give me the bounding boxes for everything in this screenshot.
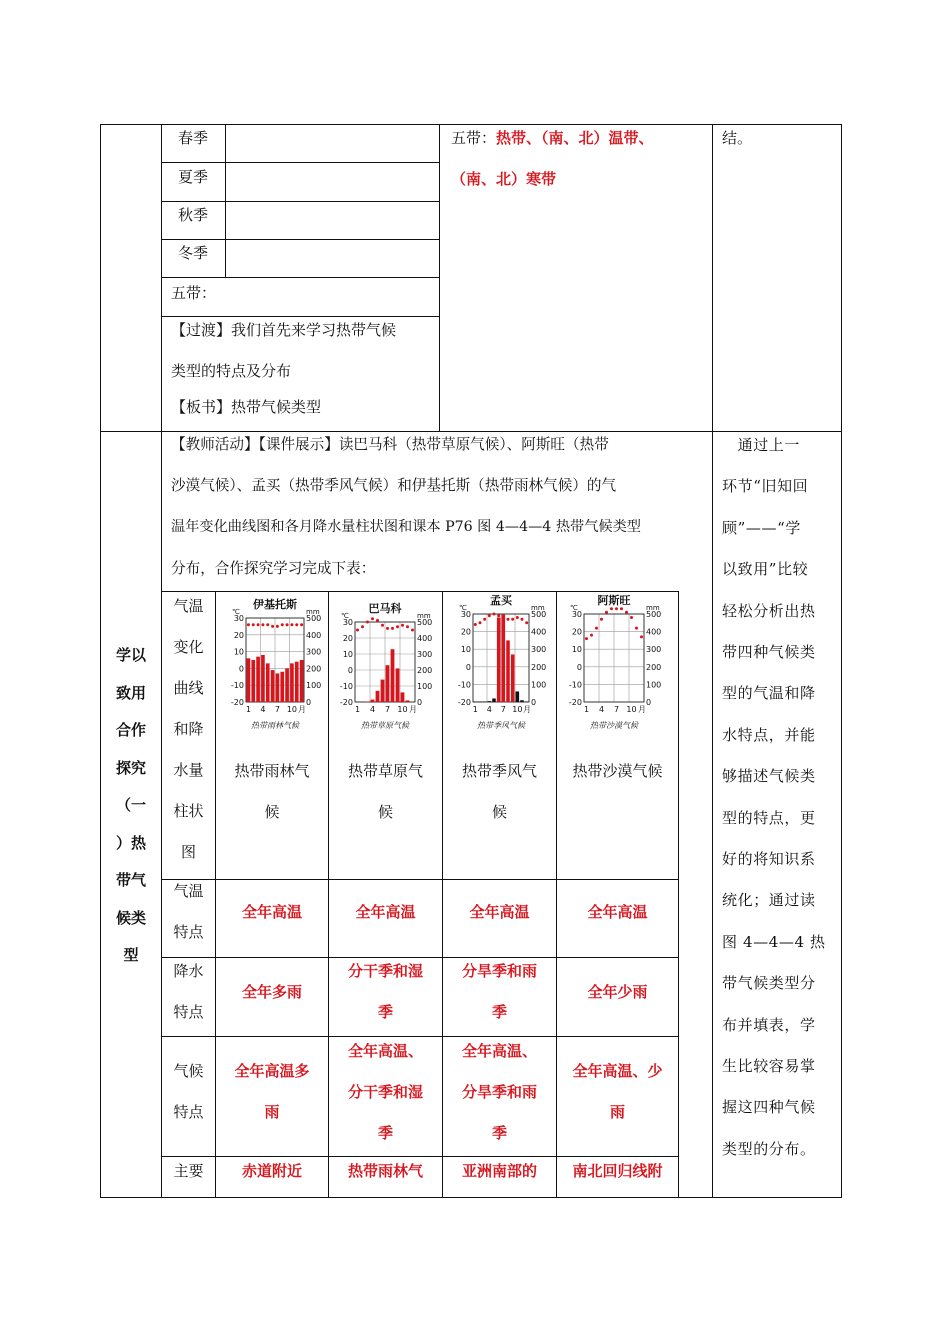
temp-tick: 10 [571, 645, 582, 655]
climate-cell-text: 雨 [609, 1103, 625, 1121]
chart-title: 阿斯旺 [597, 594, 631, 607]
temp-point [511, 618, 514, 621]
row-label-line: 变化 [173, 638, 204, 656]
climate-cell-text: 全年高温 [241, 903, 302, 921]
design-line: 图 4—4—4 热 [722, 932, 826, 951]
precip-tick: 0 [531, 698, 537, 707]
climate-cell-text: 候 [377, 803, 393, 821]
precip-bar [285, 668, 289, 702]
climate-chart [560, 592, 668, 736]
precip-bar [371, 700, 375, 702]
design-line: 握这四种气候 [722, 1098, 816, 1117]
precip-unit: mm [531, 604, 545, 612]
temp-tick: -20 [568, 698, 582, 707]
precip-bar [386, 665, 390, 702]
month-tick: 月 [298, 705, 306, 714]
climate-cell-text: 全年高温 [587, 903, 648, 921]
precip-tick: 100 [417, 682, 433, 691]
climate-cell-text: 全年高温 [469, 903, 530, 921]
temp-unit: ℃ [341, 612, 349, 620]
chart-title: 巴马科 [368, 602, 402, 615]
precip-tick: 0 [306, 698, 312, 707]
temp-point [401, 624, 404, 627]
precip-bar [497, 618, 501, 702]
precip-bar [502, 614, 506, 702]
temp-unit: ℃ [459, 604, 467, 612]
season-spring: 春季 [178, 129, 209, 147]
climate-cell-text: 分干季和湿 [347, 1083, 423, 1101]
row-label-line: 气温 [173, 597, 204, 615]
climate-cell-text: 季 [377, 1003, 393, 1021]
stage-char: （一 [115, 796, 146, 814]
temp-tick: 10 [342, 650, 353, 659]
answer-line-1: 热带、（南、北）温带、 [496, 129, 654, 147]
temp-point [366, 621, 369, 624]
month-tick: 月 [409, 705, 417, 714]
design-line: 好的将知识系 [722, 850, 816, 868]
temp-tick: 20 [342, 634, 353, 643]
precip-bar [300, 660, 304, 702]
chart-title: 孟买 [490, 594, 512, 607]
climate-cell-text: 全年高温、少 [572, 1062, 663, 1080]
precip-tick: 300 [531, 645, 547, 655]
climate-cell-text: 热带雨林气 [347, 1162, 423, 1180]
climate-cell-text: 分旱季和雨 [461, 1083, 537, 1101]
temp-point [295, 623, 298, 626]
temp-point [391, 627, 394, 630]
climate-cell-text: 分干季和湿 [347, 962, 423, 980]
climate-cell-text: 热带草原气 [347, 762, 423, 780]
design-line: 统化；通过读 [722, 891, 816, 910]
precip-tick: 500 [306, 614, 322, 623]
precip-tick: 0 [646, 698, 652, 707]
precip-bar [247, 658, 251, 702]
month-tick: 1 [472, 705, 478, 714]
design-line: 顾”——“学 [722, 518, 801, 537]
temp-point [635, 627, 638, 630]
precip-bar [511, 654, 515, 702]
month-tick: 4 [598, 705, 605, 714]
chart-caption: 热带季风气候 [477, 721, 525, 730]
temp-point [361, 625, 364, 628]
temp-point [605, 611, 608, 614]
chart-title: 伊基托斯 [253, 598, 297, 611]
precip-tick: 300 [306, 647, 322, 657]
season-winter: 冬季 [178, 244, 209, 262]
activity-line: 【教师活动】【课件展示】读巴马科（热带草原气候）、阿斯旺（热带 [171, 436, 609, 453]
month-tick: 4 [260, 705, 266, 714]
temp-tick: -20 [457, 698, 471, 707]
temp-tick: -10 [568, 680, 582, 690]
precip-unit: mm [417, 612, 431, 620]
temp-point [507, 618, 510, 621]
month-tick: 7 [274, 705, 280, 714]
precip-tick: 200 [417, 666, 433, 675]
answer-line-2: （南、北）寒带 [451, 170, 557, 188]
temp-point [610, 607, 613, 610]
temp-unit: ℃ [232, 608, 240, 616]
temp-point [257, 623, 260, 626]
precip-bar [280, 672, 284, 702]
stage-char: 候类 [115, 909, 146, 927]
temp-point [247, 623, 250, 626]
temp-tick: 0 [576, 662, 582, 672]
chart-caption: 热带雨林气候 [251, 721, 299, 730]
climate-chart-svg [449, 592, 553, 736]
temp-point [525, 621, 528, 624]
precip-tick: 400 [306, 630, 322, 640]
temp-point [276, 625, 279, 628]
temp-point [521, 618, 524, 621]
precip-bar [506, 640, 510, 702]
month-tick: 10 [286, 705, 298, 714]
design-line: 水特点，并能 [722, 725, 816, 744]
climate-cell-text: 热带沙漠气候 [572, 762, 663, 780]
month-tick: 1 [354, 705, 361, 714]
precip-unit: mm [306, 608, 320, 616]
precip-tick: 400 [531, 627, 547, 637]
precip-bar [525, 701, 529, 702]
temp-point [590, 634, 593, 637]
precip-bar [261, 655, 265, 702]
blackboard-line: 【板书】热带气候类型 [171, 398, 322, 416]
temp-point [516, 616, 519, 619]
temp-point [630, 616, 633, 619]
precip-bar [396, 668, 400, 702]
design-line: 型的气温和降 [722, 684, 816, 703]
month-tick: 4 [486, 705, 492, 714]
temp-point [493, 613, 496, 616]
month-tick: 10 [397, 705, 408, 714]
row-label-line: 柱状 [173, 802, 204, 820]
temp-point [411, 629, 414, 632]
temp-tick: 10 [233, 647, 244, 657]
design-line: 带气候类型分 [722, 974, 816, 993]
temp-point [640, 635, 643, 638]
precip-tick: 0 [417, 698, 423, 707]
precip-bar [406, 700, 410, 702]
temp-point [261, 623, 264, 626]
climate-cell-text: 全年高温 [355, 903, 416, 921]
temp-point [281, 623, 284, 626]
month-tick: 1 [583, 705, 590, 714]
climate-cell-text: 分旱季和雨 [461, 962, 537, 980]
temp-point [585, 637, 588, 640]
activity-line: 分布，合作探究学习完成下表： [171, 560, 376, 577]
climate-cell-text: 雨 [264, 1103, 280, 1121]
temp-tick: 10 [460, 645, 471, 655]
temp-tick: 0 [465, 662, 471, 672]
month-tick: 7 [613, 705, 620, 714]
climate-cell-text: 亚洲南部的 [461, 1162, 537, 1180]
stage-char: 学以 [115, 646, 146, 664]
climate-cell-text: 全年高温、 [347, 1042, 423, 1060]
stage-char: 合作 [115, 721, 146, 739]
climate-cell-text: 候 [264, 803, 280, 821]
temp-point [252, 623, 255, 626]
row-label-line: 降水 [173, 962, 204, 980]
precip-tick: 500 [531, 610, 547, 619]
activity-line: 沙漠气候）、孟买（热带季风气候）和伊基托斯（热带雨林气候）的气 [171, 477, 617, 494]
row-label-line: 图 [180, 843, 196, 861]
precip-tick: 500 [646, 610, 662, 619]
temp-point [483, 618, 486, 621]
precip-unit: mm [646, 604, 660, 612]
design-text-upper: 结。 [722, 129, 753, 147]
temp-point [290, 623, 293, 626]
wudai-label: 五带： [171, 284, 217, 302]
row-label-line: 和降 [173, 720, 204, 738]
temp-point [376, 619, 379, 622]
month-tick: 1 [245, 705, 251, 714]
climate-chart-svg [222, 596, 328, 736]
climate-chart [222, 596, 328, 736]
month-tick: 月 [523, 705, 531, 714]
climate-chart [331, 600, 439, 736]
stage-char: ）热 [115, 834, 146, 852]
temp-point [356, 629, 359, 632]
precip-bar [381, 680, 385, 702]
precip-tick: 200 [531, 662, 547, 672]
temp-point [615, 607, 618, 610]
climate-cell-text: 季 [377, 1124, 393, 1142]
temp-tick: 30 [571, 610, 582, 619]
precip-bar [376, 691, 380, 702]
design-line: 布并填表，学 [722, 1015, 816, 1034]
month-tick: 10 [512, 705, 523, 714]
temp-tick: -10 [457, 680, 471, 690]
temp-point [406, 625, 409, 628]
precip-tick: 200 [306, 664, 322, 674]
stage-char: 致用 [115, 684, 146, 702]
climate-cell-text: 季 [491, 1003, 507, 1021]
precip-bar [483, 701, 487, 702]
month-tick: 4 [369, 705, 376, 714]
climate-cell-text: 热带雨林气 [234, 762, 310, 780]
precip-tick: 100 [531, 680, 547, 690]
temp-point [271, 625, 274, 628]
temp-tick: 20 [233, 630, 244, 640]
precip-tick: 200 [646, 662, 662, 672]
precip-bar [520, 700, 524, 702]
climate-chart-svg [331, 600, 439, 736]
precip-bar [478, 701, 482, 702]
design-line: 生比较容易掌 [722, 1057, 816, 1075]
precip-bar [391, 649, 395, 702]
temp-tick: -20 [339, 698, 353, 707]
climate-cell-text: 全年高温多 [234, 1062, 310, 1080]
precip-bar [492, 698, 496, 702]
climate-chart-svg [560, 592, 668, 736]
precip-bar [516, 691, 520, 702]
temp-point [396, 625, 399, 628]
month-tick: 7 [500, 705, 506, 714]
temp-point [488, 614, 491, 617]
temp-tick: 30 [233, 614, 244, 623]
temp-tick: -20 [230, 698, 244, 707]
activity-line: 温年变化曲线图和各月降水量柱状图和课本 P76 图 4—4—4 热带气候类型 [171, 519, 641, 535]
row-label-line: 特点 [173, 1003, 204, 1021]
season-autumn: 秋季 [178, 206, 209, 224]
precip-tick: 500 [417, 618, 433, 627]
temp-point [497, 614, 500, 617]
temp-point [371, 617, 374, 620]
row-label-line: 主要 [173, 1162, 204, 1180]
temp-tick: 0 [238, 664, 244, 674]
temp-point [479, 621, 482, 624]
temp-tick: -10 [339, 682, 353, 691]
design-line: 型的特点，更 [722, 808, 816, 827]
design-line: 带四种气候类 [722, 643, 816, 661]
temp-point [600, 618, 603, 621]
temp-point [266, 623, 269, 626]
temp-point [502, 618, 505, 621]
row-label-line: 水量 [173, 761, 204, 779]
precip-bar [290, 663, 294, 702]
design-line: 以致用”比较 [722, 560, 809, 579]
climate-cell-text: 季 [491, 1124, 507, 1142]
row-label-line: 特点 [173, 1103, 204, 1121]
temp-point [300, 623, 303, 626]
design-line: 通过上一 [722, 436, 801, 454]
temp-point [595, 627, 598, 630]
transition-line-2: 类型的特点及分布 [171, 362, 292, 380]
temp-point [620, 607, 623, 610]
stage-char: 型 [123, 946, 139, 964]
precip-bar [266, 663, 270, 702]
temp-point [286, 623, 289, 626]
climate-cell-text: 全年高温、 [461, 1042, 537, 1060]
climate-cell-text: 赤道附近 [241, 1162, 302, 1180]
stage-char: 探究 [115, 759, 146, 777]
climate-cell-text: 南北回归线附 [572, 1162, 663, 1180]
precip-tick: 300 [646, 645, 662, 655]
row-label-line: 气候 [173, 1062, 204, 1080]
row-label-line: 气温 [173, 882, 204, 900]
climate-cell-text: 全年多雨 [241, 983, 302, 1001]
row-label-line: 特点 [173, 923, 204, 941]
precip-bar [256, 657, 260, 702]
precip-tick: 400 [646, 627, 662, 637]
month-tick: 月 [638, 705, 646, 714]
temp-tick: 30 [342, 618, 353, 627]
precip-tick: 100 [306, 681, 322, 691]
design-line: 环节“旧知回 [722, 477, 809, 496]
design-line: 类型的分布。 [722, 1139, 816, 1158]
temp-tick: 0 [347, 666, 353, 675]
precip-tick: 400 [417, 634, 433, 643]
precip-tick: 300 [417, 650, 433, 659]
answer-prefix: 五带： [451, 129, 497, 147]
temp-tick: 30 [460, 610, 471, 619]
temp-point [625, 611, 628, 614]
chart-caption: 热带草原气候 [361, 721, 409, 730]
month-tick: 10 [626, 705, 637, 714]
design-line: 轻松分析出热 [722, 601, 816, 620]
precip-bar [401, 692, 405, 702]
precip-bar [488, 701, 492, 702]
climate-cell-text: 热带季风气 [461, 762, 537, 780]
temp-tick: -10 [230, 681, 244, 691]
climate-cell-text: 候 [491, 803, 507, 821]
chart-caption: 热带沙漠气候 [590, 721, 638, 730]
temp-tick: 20 [460, 627, 471, 637]
precip-bar [251, 660, 255, 702]
transition-line-1: 【过渡】我们首先来学习热带气候 [171, 321, 397, 339]
temp-unit: ℃ [570, 604, 578, 612]
precip-bar [474, 701, 478, 702]
row-label-line: 曲线 [173, 679, 204, 697]
temp-tick: 20 [571, 627, 582, 637]
stage-char: 带气 [115, 871, 146, 889]
temp-point [381, 624, 384, 627]
design-line: 够描述气候类 [722, 767, 816, 786]
season-summer: 夏季 [178, 168, 209, 186]
precip-bar [276, 673, 280, 702]
precip-bar [271, 670, 275, 702]
month-tick: 7 [384, 705, 391, 714]
precip-tick: 100 [646, 680, 662, 690]
climate-cell-text: 全年少雨 [587, 983, 648, 1001]
climate-chart [449, 592, 553, 736]
temp-point [474, 623, 477, 626]
precip-bar [295, 662, 299, 702]
temp-point [386, 627, 389, 630]
